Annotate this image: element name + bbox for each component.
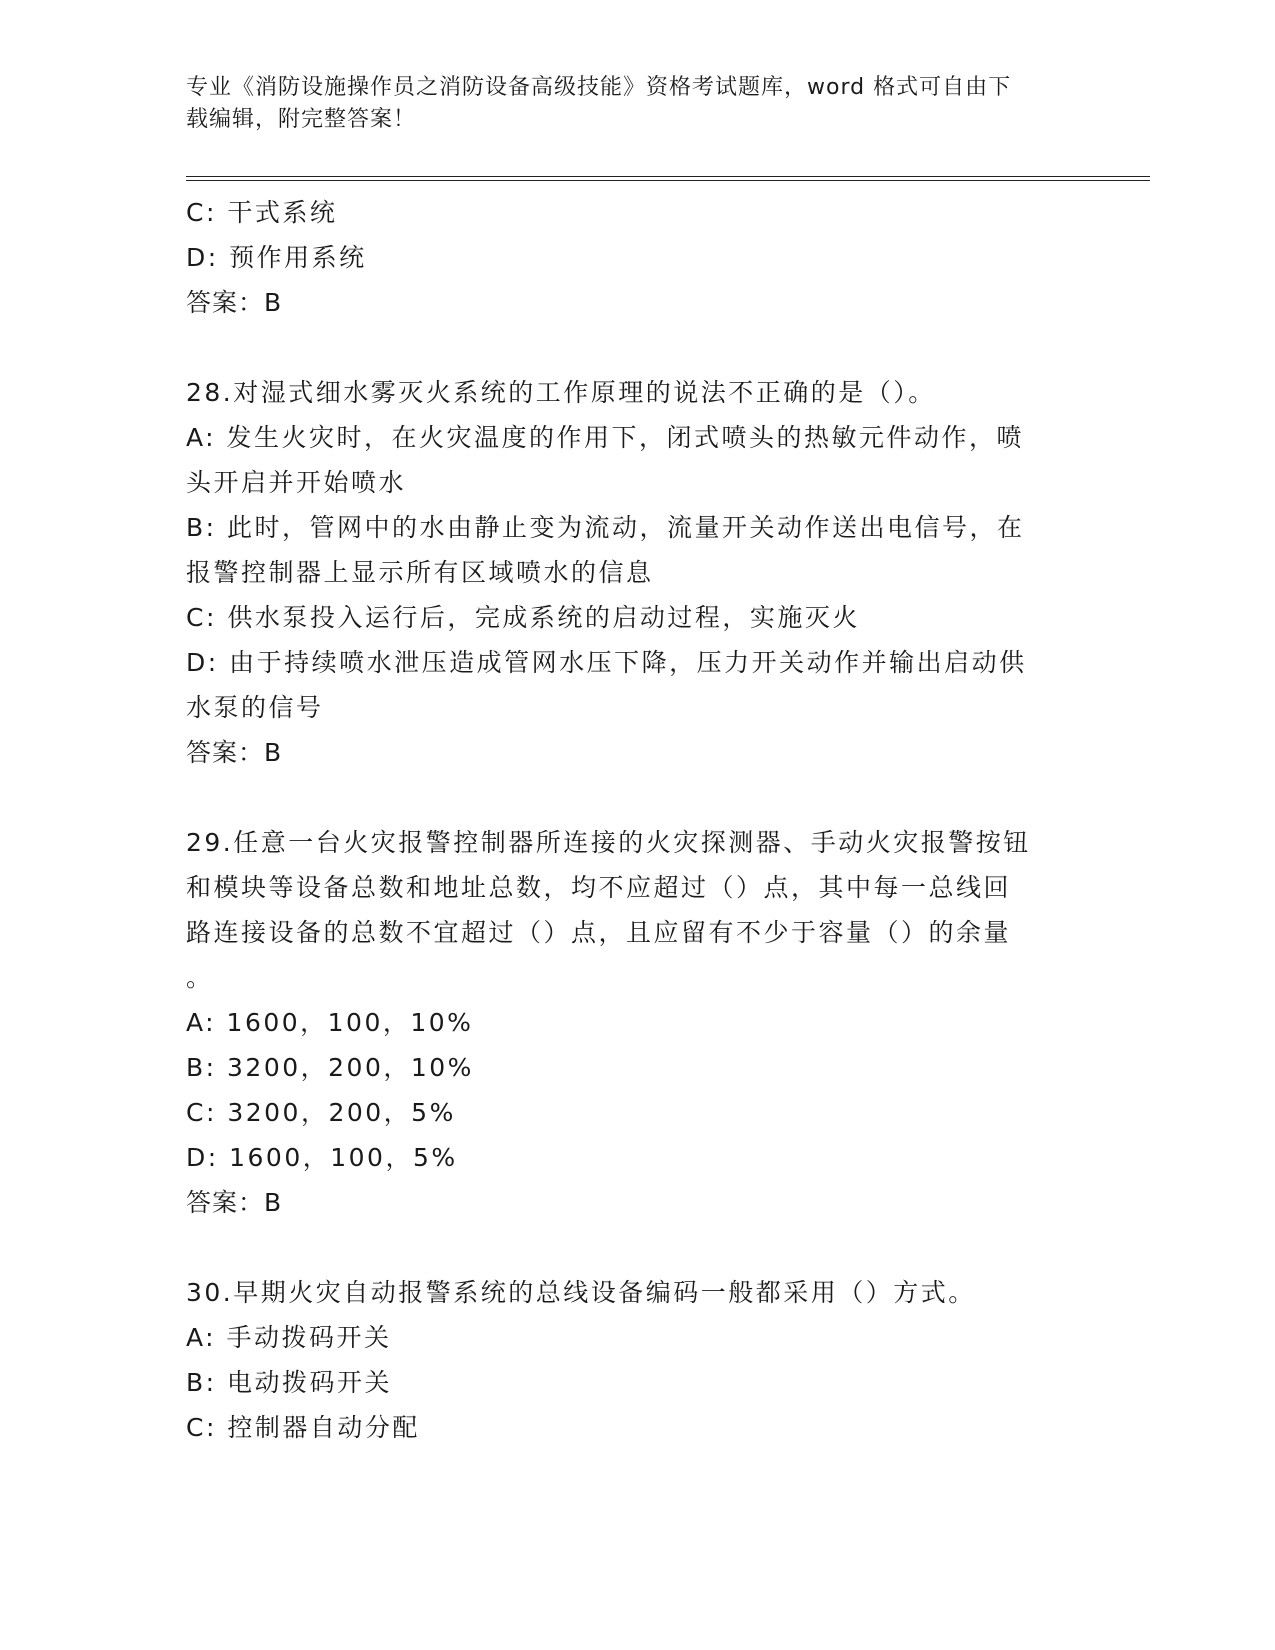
question-stem-line-2: 和模块等设备总数和地址总数，均不应超过（）点，其中每一总线回: [186, 873, 1012, 902]
option-c: C: 3200，200，5%: [186, 1098, 456, 1127]
answer: 答案：B: [186, 288, 283, 317]
question-29: [186, 820, 1086, 1225]
question-stem: 28.对湿式细水雾灭火系统的工作原理的说法不正确的是（）。: [186, 378, 936, 407]
question-list: [186, 190, 1086, 1450]
question-30: [186, 1270, 1086, 1450]
option-a: A: 手动拨码开关: [186, 1323, 392, 1352]
spacer: [186, 325, 1086, 370]
question-stem-line-4: 。: [186, 963, 214, 992]
option-d-line-1: D: 由于持续喷水泄压造成管网水压下降，压力开关动作并输出启动供: [186, 648, 1027, 677]
question-28: [186, 370, 1086, 775]
answer: 答案：B: [186, 738, 283, 767]
header-line-1: 专业《消防设施操作员之消防设备高级技能》资格考试题库，word 格式可自由下: [186, 75, 1012, 100]
document-header: [186, 72, 1066, 136]
question-stem: 30.早期火灾自动报警系统的总线设备编码一般都采用（）方式。: [186, 1278, 976, 1307]
option-a-line-1: A: 发生火灾时，在火灾温度的作用下，闭式喷头的热敏元件动作，喷: [186, 423, 1025, 452]
option-d: D: 预作用系统: [186, 243, 367, 272]
option-a-line-2: 头开启并开始喷水: [186, 468, 407, 497]
header-line-2: 载编辑，附完整答案！: [186, 107, 417, 132]
header-divider-bottom: [186, 180, 1150, 181]
question-stem-line-3: 路连接设备的总数不宜超过（）点，且应留有不少于容量（）的余量: [186, 918, 1012, 947]
option-c: C: 控制器自动分配: [186, 1413, 420, 1442]
spacer: [186, 775, 1086, 820]
question-stem-line-1: 29.任意一台火灾报警控制器所连接的火灾探测器、手动火灾报警按钮: [186, 828, 1031, 857]
option-d: D: 1600，100，5%: [186, 1143, 458, 1172]
question-27-tail: [186, 190, 1086, 325]
option-b: B: 电动拨码开关: [186, 1368, 393, 1397]
spacer: [186, 1225, 1086, 1270]
option-d-line-2: 水泵的信号: [186, 693, 324, 722]
option-a: A: 1600，100，10%: [186, 1008, 474, 1037]
option-c: C: 干式系统: [186, 198, 338, 227]
option-b-line-2: 报警控制器上显示所有区域喷水的信息: [186, 558, 654, 587]
option-b: B: 3200，200，10%: [186, 1053, 474, 1082]
header-divider-top: [186, 176, 1150, 177]
option-c: C: 供水泵投入运行后，完成系统的启动过程，实施灭火: [186, 603, 860, 632]
answer: 答案：B: [186, 1188, 283, 1217]
option-b-line-1: B: 此时，管网中的水由静止变为流动，流量开关动作送出电信号，在: [186, 513, 1025, 542]
